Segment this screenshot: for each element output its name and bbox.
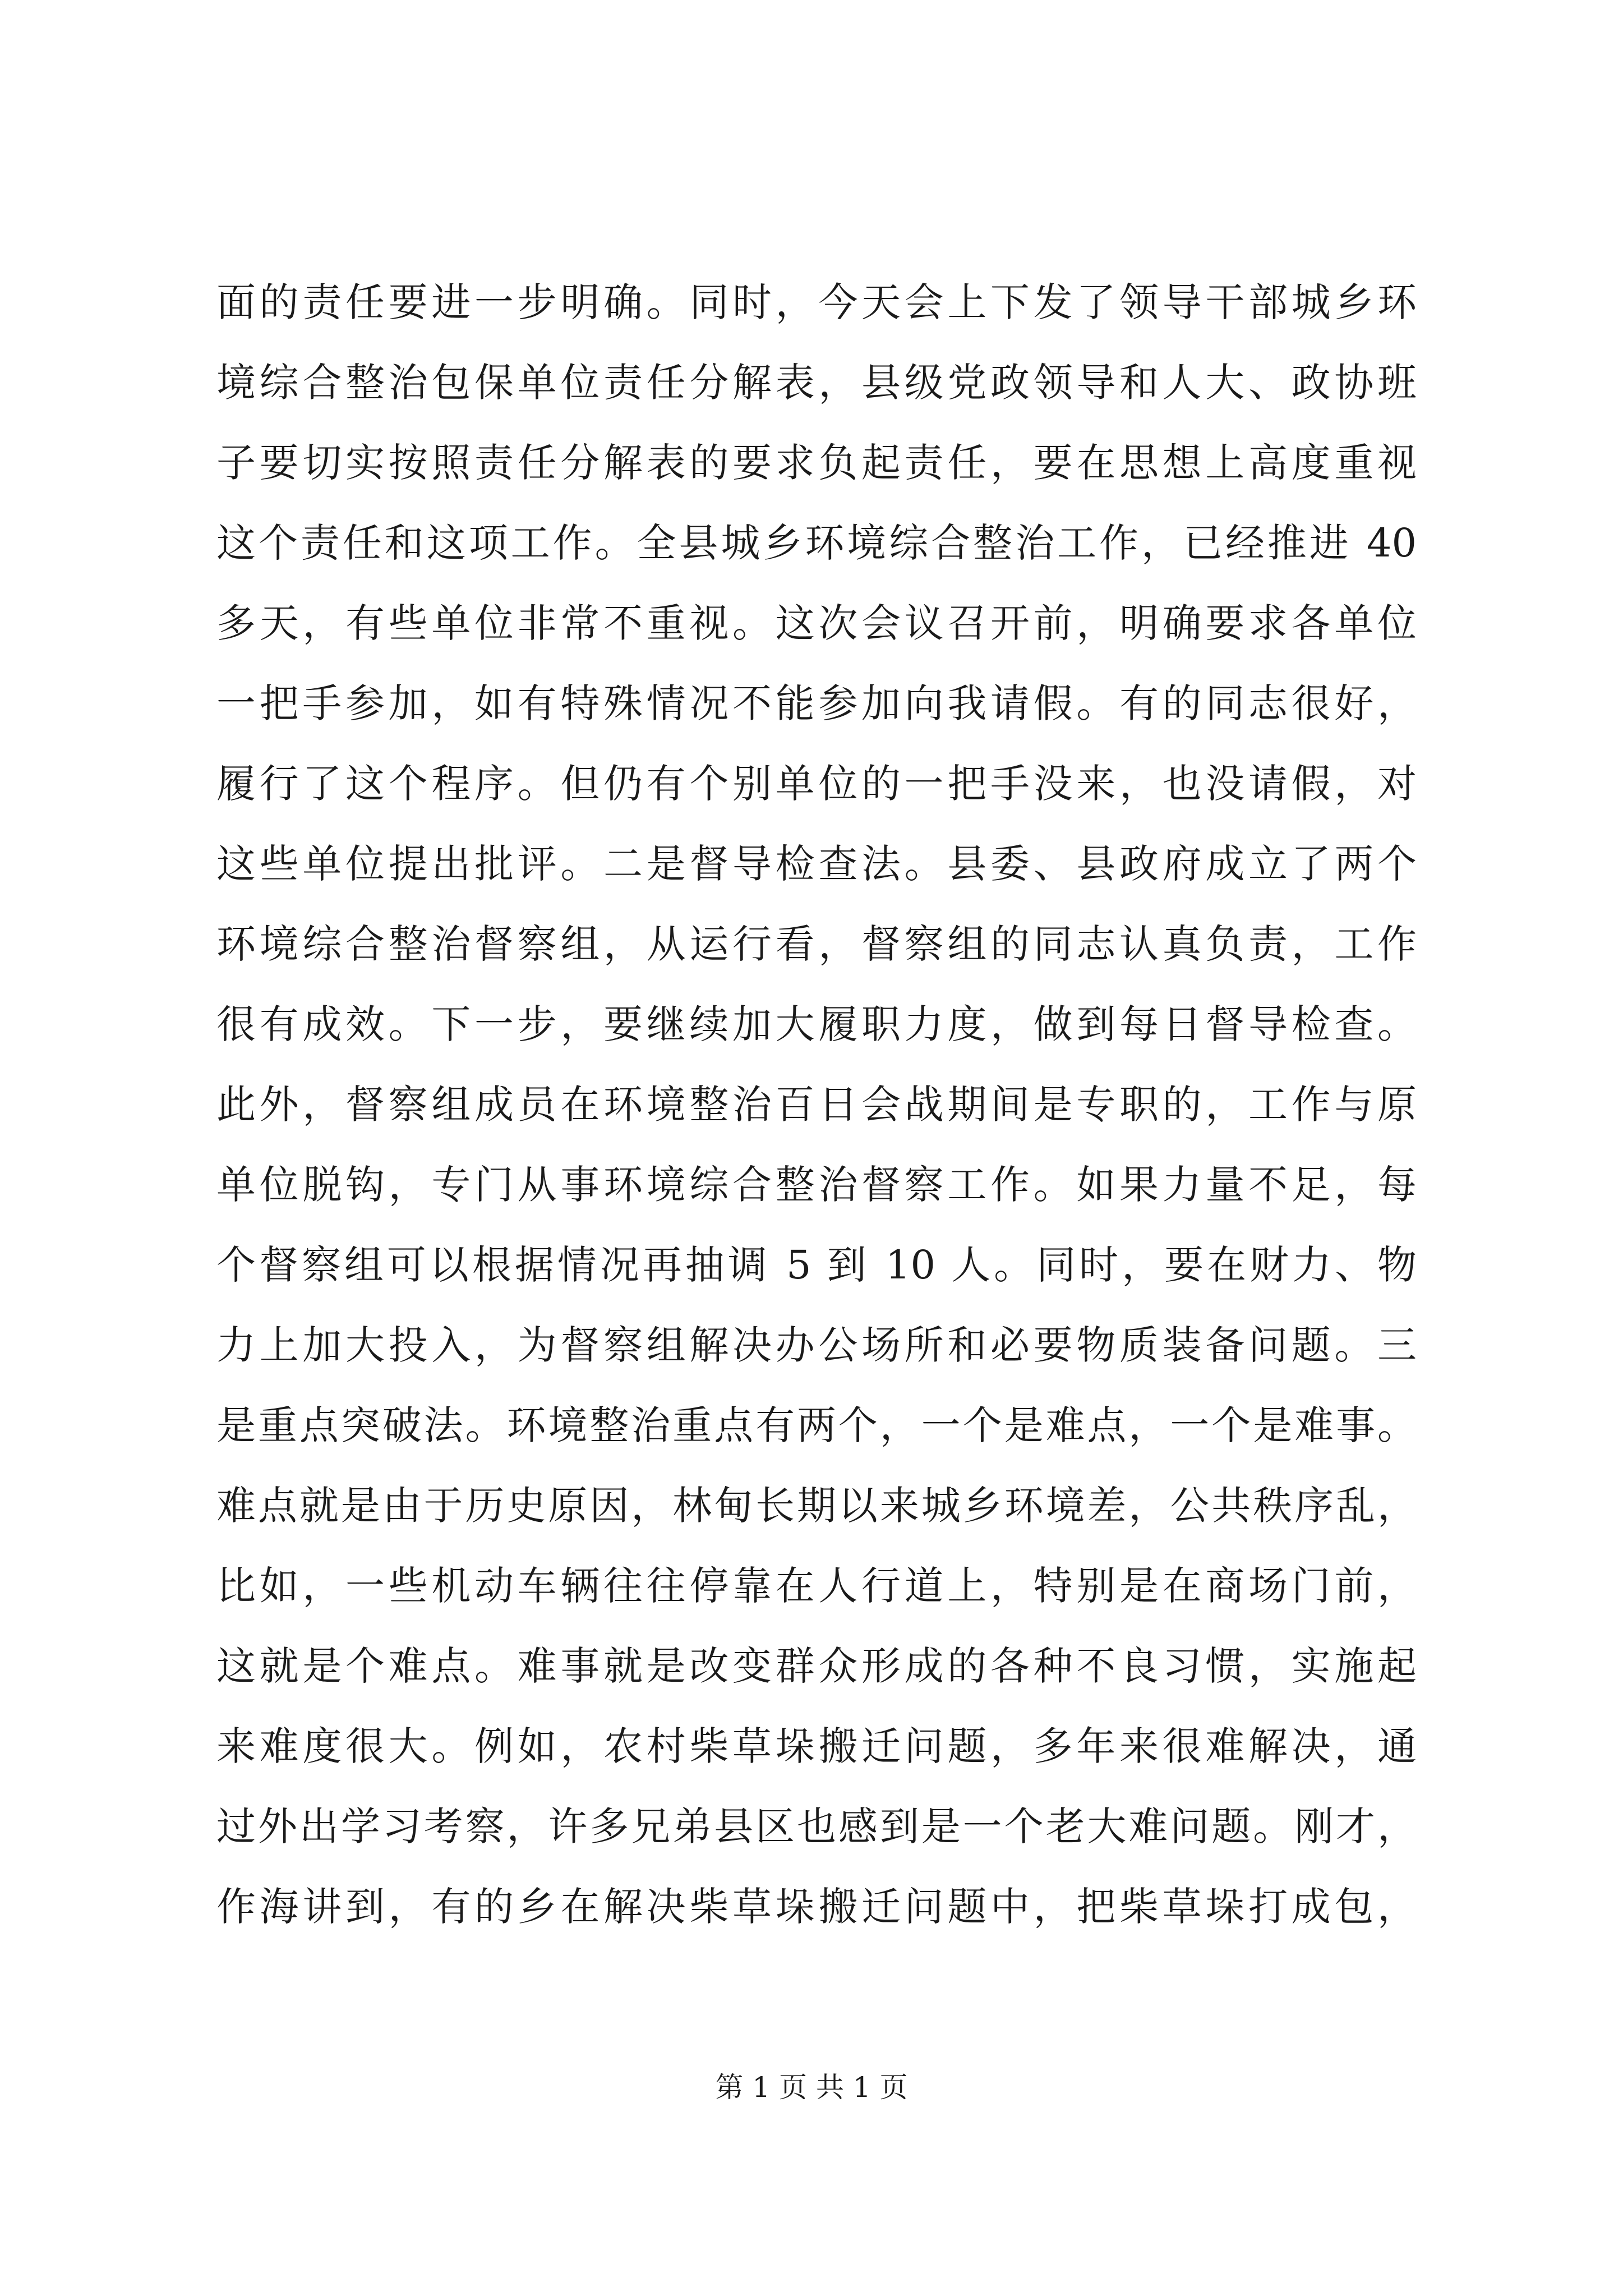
- text-line: 来难度很大。例如，农村柴草垛搬迁问题，多年来很难解决，通: [216, 1723, 1417, 1769]
- text-line: 比如，一些机动车辆往往停靠在人行道上，特别是在商场门前，: [216, 1563, 1417, 1609]
- text-line: 此外，督察组成员在环境整治百日会战期间是专职的，工作与原: [216, 1082, 1417, 1128]
- text-line: 很有成效。下一步，要继续加大履职力度，做到每日督导检查。: [216, 1001, 1417, 1047]
- text-line: 一把手参加，如有特殊情况不能参加向我请假。有的同志很好，: [216, 680, 1417, 726]
- text-line: 子要切实按照责任分解表的要求负起责任，要在思想上高度重视: [216, 440, 1417, 486]
- text-line: 作海讲到，有的乡在解决柴草垛搬迁问题中，把柴草垛打成包，: [216, 1884, 1417, 1930]
- text-line: 多天，有些单位非常不重视。这次会议召开前，明确要求各单位: [216, 600, 1417, 646]
- text-line: 单位脱钩，专门从事环境综合整治督察工作。如果力量不足，每: [216, 1162, 1417, 1208]
- text-line: 境综合整治包保单位责任分解表，县级党政领导和人大、政协班: [216, 360, 1417, 406]
- text-line: 是重点突破法。环境整治重点有两个，一个是难点，一个是难事。: [216, 1402, 1417, 1448]
- page-number-footer: 第 1 页 共 1 页: [715, 2071, 908, 2104]
- text-line: 力上加大投入，为督察组解决办公场所和必要物质装备问题。三: [216, 1322, 1417, 1368]
- text-line: 难点就是由于历史原因，林甸长期以来城乡环境差，公共秩序乱，: [216, 1483, 1417, 1529]
- text-line: 个督察组可以根据情况再抽调 5 到 10 人。同时，要在财力、物: [216, 1242, 1417, 1288]
- text-line: 这个责任和这项工作。全县城乡环境综合整治工作，已经推进 40: [216, 520, 1417, 566]
- text-line: 这些单位提出批评。二是督导检查法。县委、县政府成立了两个: [216, 841, 1417, 887]
- text-line: 履行了这个程序。但仍有个别单位的一把手没来，也没请假，对: [216, 761, 1417, 807]
- body-text: [216, 263, 1417, 1947]
- text-line: 过外出学习考察，许多兄弟县区也感到是一个老大难问题。刚才，: [216, 1803, 1417, 1849]
- text-line: 面的责任要进一步明确。同时，今天会上下发了领导干部城乡环: [216, 279, 1417, 325]
- text-line: 环境综合整治督察组，从运行看，督察组的同志认真负责，工作: [216, 921, 1417, 967]
- text-line: 这就是个难点。难事就是改变群众形成的各种不良习惯，实施起: [216, 1643, 1417, 1689]
